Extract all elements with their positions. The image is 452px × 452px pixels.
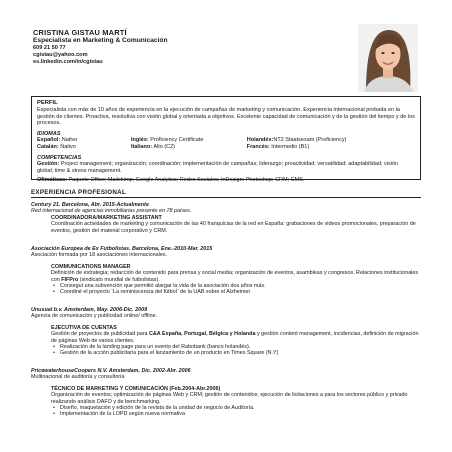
email-address: cgistau@yahoo.com bbox=[33, 52, 88, 58]
list-item: • Gestión de la acción publicitaria para el lanzamiento de un producto en Times Square (N.Y) bbox=[60, 350, 423, 356]
job-achievements bbox=[31, 344, 423, 357]
list-item: • Coordiné el proyecto ¨La reminiscencia del fútbol¨ de la UAB sobre el Alzheimer bbox=[60, 289, 423, 295]
perfil-summary: Especialista con más de 10 años de experiencia en la ejecución de campañas de marketing y comunicación. Experiencia internacional probada en la gestión de clientes. Proactiva, resolutiva con visión global y orientada a objetivos. Excelente capacidad de comunicación y de la gestión del tiempo y de los procesos. bbox=[37, 107, 415, 127]
job-position: EJECUTIVA DE CUENTAS bbox=[51, 324, 117, 331]
job-details: Gestión de proyectos de publicidad para C&A España, Portugal, Bélgica y Holanda y gestión content management, incidencias, definición de migración de páginas Web de varios clientes. bbox=[51, 331, 419, 344]
competencias-heading: COMPETENCIAS bbox=[37, 154, 82, 161]
job-ex-futbolistas bbox=[31, 246, 423, 296]
gestion-skills: Gestión: Project management; organización; coordinación; implementación de campañas; liderazgo; proactividad; versatilidad; adaptabilidad; visión global; time & stress management. bbox=[37, 161, 399, 174]
portrait-image bbox=[358, 24, 418, 92]
language-french: Francés: Intermedio (B1) bbox=[246, 143, 310, 150]
idiomas-heading: IDIOMAS bbox=[37, 130, 61, 137]
linkedin-url: es.linkedin.com/in/cgistau bbox=[33, 59, 103, 65]
job-century21 bbox=[31, 202, 423, 234]
language-catalan: Catalán: Nativo bbox=[37, 143, 76, 150]
job-company: Unusual b.v. Amsterdam, May. 2006-Dic. 2009 bbox=[31, 307, 148, 313]
job-achievements bbox=[31, 283, 423, 296]
job-position: COORDINADORA/MARKETING ASSISTANT bbox=[51, 214, 162, 221]
experiencia-heading: EXPERIENCIA PROFESIONAL bbox=[31, 189, 421, 198]
profile-photo bbox=[358, 24, 418, 92]
language-dutch: Holandés:NT2 Staatsexam (Proficiency) bbox=[246, 137, 347, 144]
list-item: • Conseguí una subvención que permitió alargar la vida de la asociación dos años más. bbox=[60, 283, 423, 289]
job-company: Century 21. Barcelona, Abr. 2015-Actualmente bbox=[31, 202, 149, 208]
perfil-heading: PERFIL bbox=[37, 100, 58, 106]
job-company-desc: Asociación formada por 18 asociaciones internacionales. bbox=[31, 252, 168, 259]
list-item: • Diseño, maquetación y edición de la revista de la unidad de negocio de Auditoría. bbox=[60, 405, 423, 411]
candidate-role: Especialista en Marketing & Comunicación bbox=[33, 37, 168, 44]
language-italian: Italiano: Alto (C2) bbox=[131, 143, 176, 150]
job-unusual bbox=[31, 307, 423, 357]
job-company-desc: Red internacional de agencias inmobiliarias presente en 78 países. bbox=[31, 208, 192, 215]
job-position: COMMUNICATIONS MANAGER bbox=[51, 263, 131, 270]
job-company-desc: Agencia de comunicación y publicidad online/ offline. bbox=[31, 313, 158, 320]
list-item: • Realización de la landing page para un evento del Rabobank (banco holandés). bbox=[60, 344, 423, 350]
language-spanish: Español: Nativo bbox=[37, 137, 78, 144]
job-company: PricewaterhouseCoopers N.V. Amsterdam, Dic. 2002-Abr. 2006 bbox=[31, 368, 191, 374]
job-position: TÉCNICO DE MARKETING Y COMUNICACIÓN (Feb.2004-Abr.2006) bbox=[51, 385, 221, 392]
cv-header bbox=[33, 28, 333, 66]
job-details: Organización de eventos; optimización de páginas Web y CRM; gestión de contenidos; ejecución de licitaciones a para los sectores público y privado realizando análisis DAFO y de benchmarking. bbox=[51, 392, 408, 405]
ofimatica-skills: Ofimáticas: Paquete Office; Mailchimp; Google Analytics; Redes Sociales; InDesign; Photoshop; CRM; CMS. bbox=[37, 177, 305, 184]
languages-row-2 bbox=[37, 144, 415, 151]
phone-number: 609 21 50 77 bbox=[33, 45, 66, 51]
languages-row-1 bbox=[37, 137, 415, 144]
list-item: • Implementación de la LOPD según nueva normativa bbox=[60, 411, 423, 417]
job-details: Coordinación actividades de marketing y comunicación de las 40 franquicias de la red en España: grabaciones de videos promocionales, preparación de eventos, gestión del material corporativo y CRM. bbox=[51, 221, 416, 234]
job-company-desc: Multinacional de auditoría y consultoría bbox=[31, 374, 125, 381]
job-pwc bbox=[31, 368, 423, 418]
candidate-name: CRISTINA GISTAU MARTÍ bbox=[33, 28, 127, 37]
job-details: Definición de estrategia; redacción de contenido para prensa y social media; organización de eventos, asambleas y congresos. Relaciones institucionales con FIFPro (sindicato mundial de futbolistas). bbox=[51, 270, 419, 283]
job-company: Asociación Europea de Ex Futbolistas. Barcelona, Ene.-2010-Mar. 2015 bbox=[31, 246, 213, 252]
job-achievements bbox=[31, 405, 423, 418]
profile-box bbox=[31, 96, 421, 184]
language-english: Inglés: Proficiency Certificate bbox=[131, 137, 204, 144]
